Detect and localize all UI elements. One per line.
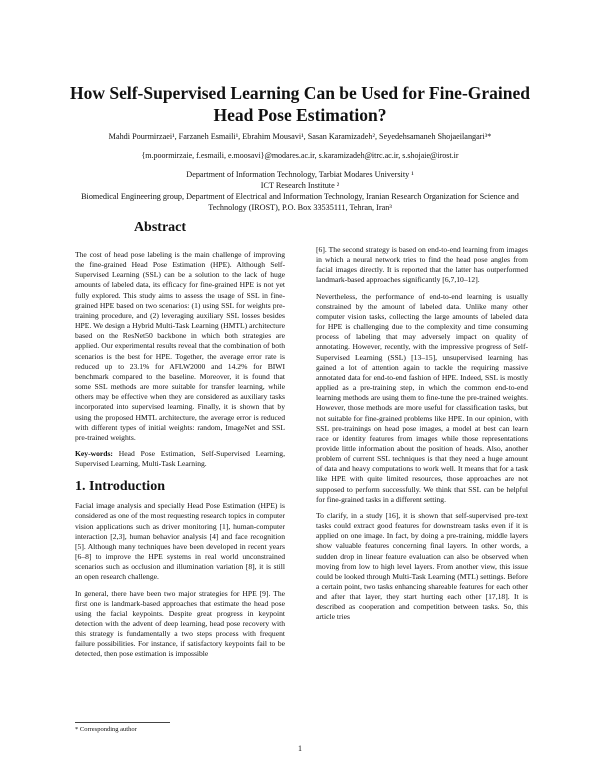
right-column [316,245,528,629]
footnote-divider [75,722,170,723]
intro-paragraph-1: Facial image analysis and specially Head Pose Estimation (HPE) is considered as one of the most requesting research topics in computer vision applications such as driver monitoring [1], human-computer interaction [2,3], human behavior analysis [4] and face recognition [5]. Although many techniques have been developed in recent years [6–8] to improve the HPE systems in real world unconstrained scenarios such as occlusion and illumination variation [8], it is still an open research challenge. [75,501,285,582]
keywords-text: Head Pose Estimation, Self-Supervised Learning, Supervised Learning, Multi-Task Learning. [75,448,285,469]
keywords [75,449,285,469]
abstract-heading: Abstract [133,220,187,235]
introduction-heading: 1. Introduction [75,479,165,495]
affiliation-3: Biomedical Engineering group, Department of Electrical and Information Technology, Iranian Research Organization for Science and Technology (IROST), P.O. Box 33535111, Tehran, Iran³ [81,192,519,212]
affiliation-1: Department of Information Technology, Tarbiat Modares University ¹ [186,170,414,179]
page-number: 1 [298,744,302,753]
right-paragraph-2: Nevertheless, the performance of end-to-end learning is usually constrained by the amount of labeled data. Unlike many other computer vision tasks, collecting the large amounts of labeled data for HPE is challenging due to the complexity and time consuming process of labeling that may adversely impact on quality of annotating. However, recently, with the impressive progress of Self-Supervised Learning (SSL) [13–15], unsupervised learning has gained a lot of attention again to tackle the requiring massive annotated data for end-to-end fashion of HPE. Indeed, SSL is mostly applied as a pre-training step, in which the common end-to-end learning methods are using them to fine-tune the pre-trained weights. However, those methods are more useful for classification tasks, but not suitable for fine-grained problems like HPE. In our opinion, with SSL pre-trainings on head pose images, a model at best can learn race or identity features from images while those representations provide little information about the position of heads. Also, another problem of current SSL techniques is that they need a huge amount of data and heavy computations to work well. It means that for a task like HPE with quite limited resources, those approaches are not supposed to perform successfully. We think that SSL can be helpful for fine-grained tasks in a different setting. [316,291,528,504]
right-paragraph-3: To clarify, in a study [16], it is shown that self-supervised pre-text tasks could extract good features for downstream tasks even if it is applied on one image. In fact, by doing a pre-training, middle layers show valuable features concerning final layers. In other words, a sudden drop in linear feature evaluation can also be observed when moving from low to high level layers. From another view, this issue could be looked through Multi-Task Learning (MTL) settings. Before a certain point, two tasks enhancing shareable features for each other and after that layer, they start hurting each other [17,18]. It is described as cooperation and competition between tasks. So, this article tries [316,510,528,622]
author-list: Mahdi Pourmirzaei¹, Farzaneh Esmaili¹, Ebrahim Mousavi¹, Sasan Karamizadeh², Seyedehsamaneh Shojaeilangari³* [108,132,492,141]
right-paragraph-1: [6]. The second strategy is based on end-to-end learning from images in which a neural network tries to find the head pose angles from facial images directly. It is reported that the latter has outperformed landmark-based approaches significantly [6,7,10–12]. [316,245,528,285]
footnote: * Corresponding author [75,726,137,733]
intro-paragraph-2: In general, there have been two major strategies for HPE [9]. The first one is landmark-based approaches that estimate the head pose using the facial keypoints. Despite great progress in keypoint detection with the advent of deep learning, head pose recovery with this strategy is fundamentally a two steps process with frequent failure possibilities. For instance, if satisfactory keypoints fail to be detected, then pose estimation is impossible [75,588,285,659]
affiliation-2: ICT Research Institute ² [260,181,340,190]
paper-title: How Self-Supervised Learning Can be Used for Fine-Grained Head Pose Estimation? [69,83,531,125]
keywords-label: Key-words: [75,448,113,458]
abstract-text: The cost of head pose labeling is the main challenge of improving the fine-grained Head Pose Estimation (HPE). Although Self-Supervised Learning (SSL) can be a solution to the lack of huge amounts of labeled data, its efficacy for fine-grained HPE is not yet fully explored. This study aims to assess the usage of SSL in fine-grained HPE based on two scenarios: (1) using SSL for weights pre-training procedure, and (2) leveraging auxiliary SSL losses besides HPE. We design a Hybrid Multi-Task Learning (HMTL) architecture based on the ResNet50 backbone in which both strategies are applied. Our experimental results reveal that the combination of both scenarios is the best for HPE. Together, the average error rate is reduced up to 23.1% for AFLW2000 and 14.2% for BIWI benchmark compared to the baseline. Moreover, it is found that some SSL methods are more suitable for transfer learning, while others may be effective when they are considered as auxiliary tasks incorporated into supervised learning. Finally, it is shown that by using the proposed HMTL architecture, the average error is reduced with different types of initial weights: random, ImageNet and SSL pre-trained weights. [75,250,285,442]
author-emails: {m.poormirzaie, f.esmaili, e.moosavi}@modares.ac.ir, s.karamizadeh@itrc.ac.ir, s.shojaie@irost.ir [141,151,459,160]
left-column [75,250,285,666]
